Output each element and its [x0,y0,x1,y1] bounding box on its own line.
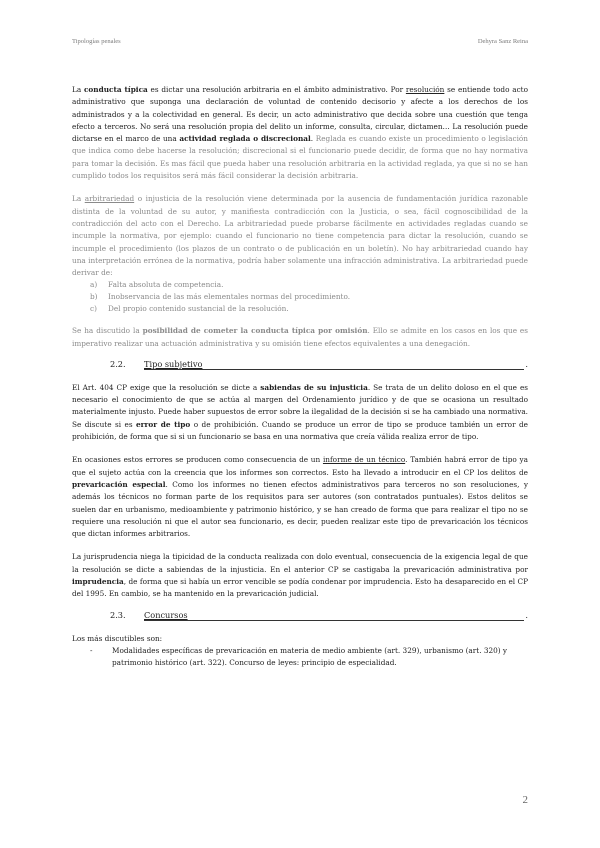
section-heading-concursos: 2.3. Concursos . [110,609,528,620]
list-item: c) Del propio contenido sustancial de la resolución. [90,303,289,313]
paragraph-art-404: El Art. 404 CP exige que la resolución se dicte a sabiendas de su injusticia. Se trata de un delito doloso en el que es necesario el conocimiento de que se actúa al margen del Ordenamiento jurídico y de que se ocasiona un resultado materialmente injusto. Puede haber supuestos de error sobre la ilegalidad de la decisión si se ha cambiado una normativa. Se discute si es error de tipo o de prohibición. Cuando se produce un error de tipo se produce también un error de prohibición, de forma que si si un funcionario se basa en una normativa que creía válida realiza error de tipo. [72,382,529,442]
list-item: a) Falta absoluta de competencia. [90,280,224,290]
paragraph-concursos-intro: Los más discutibles son: [72,633,163,643]
section-heading-tipo-subjetivo: 2.2. Tipo subjetivo . [110,358,528,369]
paragraph-omision: Se ha discutido la posibilidad de cometer la conducta típica por omisión. Ello se admite en los casos en los que es imperativo realizar una actuación administrativa y su omisión tiene efectos equivalentes a una denegación. [72,326,528,348]
section-number: 2.2. [110,358,126,369]
list-item: - Modalidades específicas de prevaricación en materia de medio ambiente (art. 329), urbanismo (art. 320) y patrimonio histórico (art. 322). Concurso de leyes: principio de especialidad. [90,645,508,668]
header-author: Dehyra Sanz Reina [477,38,528,45]
paragraph-jurisprudencia: La jurisprudencia niega la tipicidad de la conducta realizada con dolo eventual, consecuencia de la exigencia legal de que la resolución se dicte a sabiendas de la injusticia. En el anterior CP se castigaba la prevaricación administrativa por imprudencia, de forma que si había un error vencible se podía condenar por imprudencia. Esto ha desaparecido en el CP del 1995. En cambio, se ha mantenido en la prevaricación judicial. [72,552,528,599]
paragraph-informe-tecnico: En ocasiones estos errores se producen como consecuencia de un informe de un técnico. También habrá error de tipo ya que el sujeto actúa con la creencia que los informes son correctos. Esto ha llevado a introducir en el CP los delitos de prevaricación especial. Como los informes no tienen efectos administrativos para terceros no son resoluciones, y además los técnicos no forman parte de los requisitos para ser autores (son contratados puntuales). Estos delitos se suelen dar en urbanismo, medioambiente y patrimonio histórico, y se han creado de forma que para realizar el tipo no se requiere una resolución ni que el autor sea funcionario, es decir, pueden realizar este tipo de prevaricación los técnicos que dictan informes arbitrarios. [72,455,529,539]
section-title: Concursos [144,609,188,620]
section-number: 2.3. [110,609,126,620]
paragraph-arbitrariedad: La arbitrariedad o injusticia de la resolución viene determinada por la ausencia de fundamentación jurídica razonable distinta de la voluntad de su autor, y manifiesta contradicción con la Justicia, o sea, fácil cognoscibilidad de la contradicción del acto con el Derecho. La arbitrariedad puede probarse fácilmente en actividades regladas cuando se incumple la normativa, por ejemplo: cuando el funcionario no tiene competencia para dictar la resolución, cuando se incumple el procedimiento (los plazos de un contrato o de publicación en un boletín). No hay arbitrariedad cuando hay una interpretación errónea de la normativa, podría haber solamente una infracción administrativa. La arbitrariedad puede derivar de: [72,194,528,278]
page-number: 2 [522,794,528,806]
page-header [72,38,528,50]
heading-rule [144,369,524,370]
section-title: Tipo subjetivo [144,358,203,369]
list-item: b) Inobservancia de las más elementales normas del procedimiento. [90,292,351,302]
header-document-title: Tipologías penales [72,38,121,45]
heading-rule [144,620,524,621]
paragraph-conducta-tipica: La conducta típica es dictar una resolución arbitraria en el ámbito administrativo. Por resolución se entiende todo acto administrativo que suponga una declaración de voluntad de contenido decisorio y afecte a los derechos de los administrados y a la colectividad en general. Es decir, un acto administrativo que decida sobre una cuestión que tenga efecto a terceros. No será una resolución propia del delito un informe, consulta, circular, dictamen… La resolución puede dictarse en el marco de una actividad reglada o discrecional. Reglada es cuando existe un procedimiento o legislación que indica como debe hacerse la resolución; discrecional si el funcionario puede decidir, de forma que no hay normativa para tomar la decisión. Es mas fácil que pueda haber una resolución arbitraria en la actividad reglada, ya que si no se han cumplido todos los requisitos será más fácil considerar la decisión arbitraria. [72,85,529,181]
page-body [72,84,528,669]
concursos-list [72,645,528,670]
arbitrariedad-list [72,279,528,314]
